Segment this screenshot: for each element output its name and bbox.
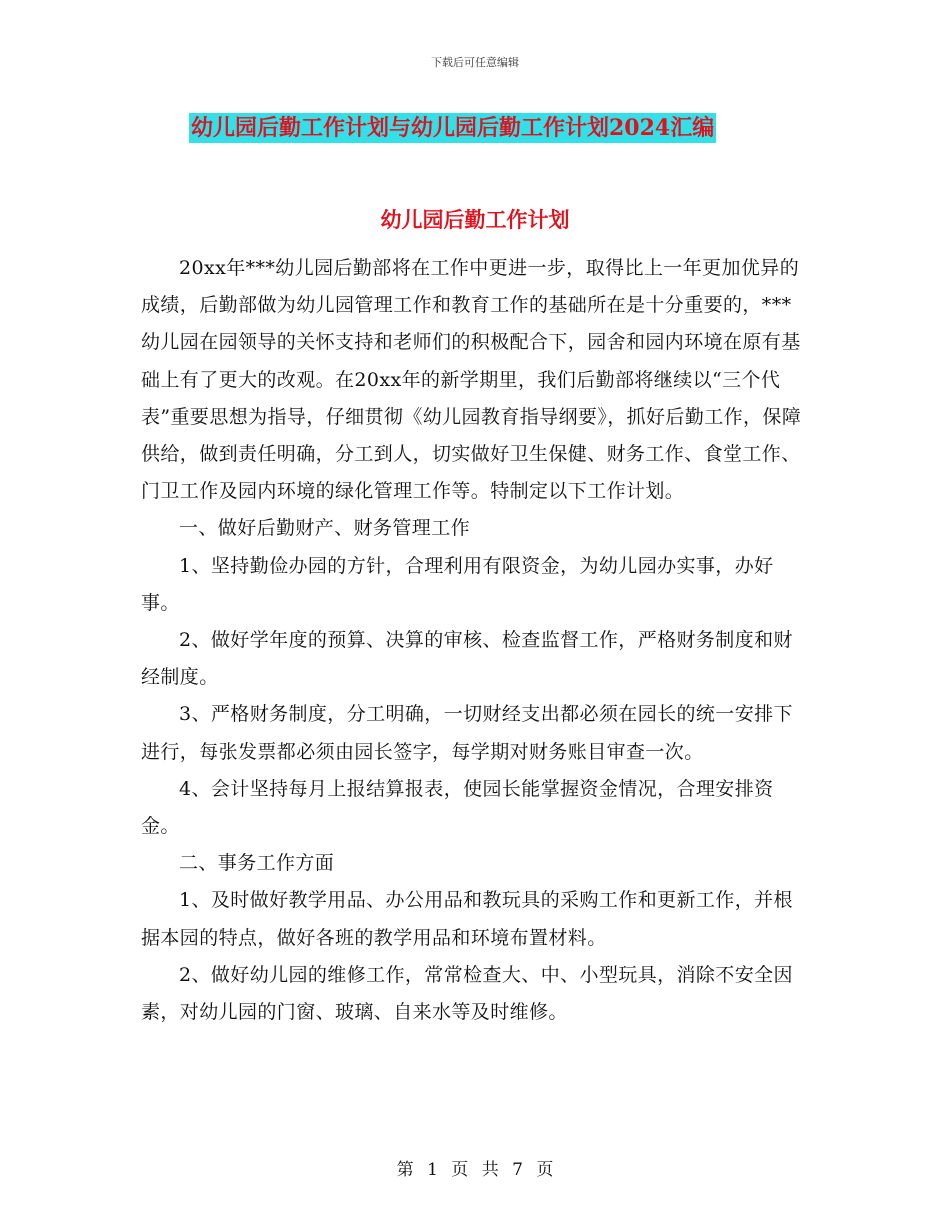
- paragraph-intro: 20xx年***幼儿园后勤部将在工作中更进一步，取得比上一年更加优异的成绩，后勤部做为幼儿园管理工作和教育工作的基础所在是十分重要的，***幼儿园在园领导的关怀支持和老师们的积极配合下，园舍和园内环境在原有基础上有了更大的改观。在20xx年的新学期里，我们后勤部将继续以“三个代表”重要思想为指导，仔细贯彻《幼儿园教育指导纲要》，抓好后勤工作，保障供给，做到责任明确，分工到人，切实做好卫生保健、财务工作、食堂工作、门卫工作及园内环境的绿化管理工作等。特制定以下工作计划。: [141, 257, 802, 503]
- paragraph-finance-1: 1、坚持勤俭办园的方针，合理利用有限资金，为幼儿园办实事，办好事。: [141, 554, 774, 614]
- heading-finance: 一、做好后勤财产、财务管理工作: [179, 517, 471, 540]
- footer-suffix: 页: [536, 1160, 554, 1180]
- paragraph-finance-4: 4、会计坚持每月上报结算报表，使园长能掌握资金情况，合理安排资金。: [141, 777, 774, 838]
- header-note: 下载后可任意编辑: [431, 56, 519, 69]
- paragraph-affairs-1: 1、及时做好教学用品、办公用品和教玩具的采购工作和更新工作，并根据本园的特点，做好各班的教学用品和环境布置材料。: [141, 889, 793, 949]
- document-title: 幼儿园后勤工作计划与幼儿园后勤工作计划2024汇编: [191, 115, 715, 141]
- section-title: 幼儿园后勤工作计划: [380, 207, 570, 232]
- paragraph-finance-3: 3、严格财务制度，分工明确，一切财经支出都必须在园长的统一安排下进行，每张发票都必须由园长签字，每学期对财务账目审查一次。: [141, 703, 793, 763]
- footer-page-current: 1: [427, 1160, 438, 1180]
- document-body: [141, 250, 809, 1031]
- heading-affairs: 二、事务工作方面: [179, 852, 335, 875]
- footer-page-word: 页: [451, 1160, 469, 1180]
- page-footer: [0, 1155, 950, 1180]
- footer-prefix: 第: [396, 1160, 414, 1180]
- paragraph-affairs-2: 2、做好幼儿园的维修工作，常常检查大、中、小型玩具，消除不安全因素，对幼儿园的门窗、玻璃、自来水等及时维修。: [141, 963, 793, 1024]
- footer-total-prefix: 共: [481, 1160, 499, 1180]
- paragraph-finance-2: 2、做好学年度的预算、决算的审核、检查监督工作，严格财务制度和财经制度。: [141, 629, 793, 689]
- footer-page-total: 7: [512, 1160, 523, 1180]
